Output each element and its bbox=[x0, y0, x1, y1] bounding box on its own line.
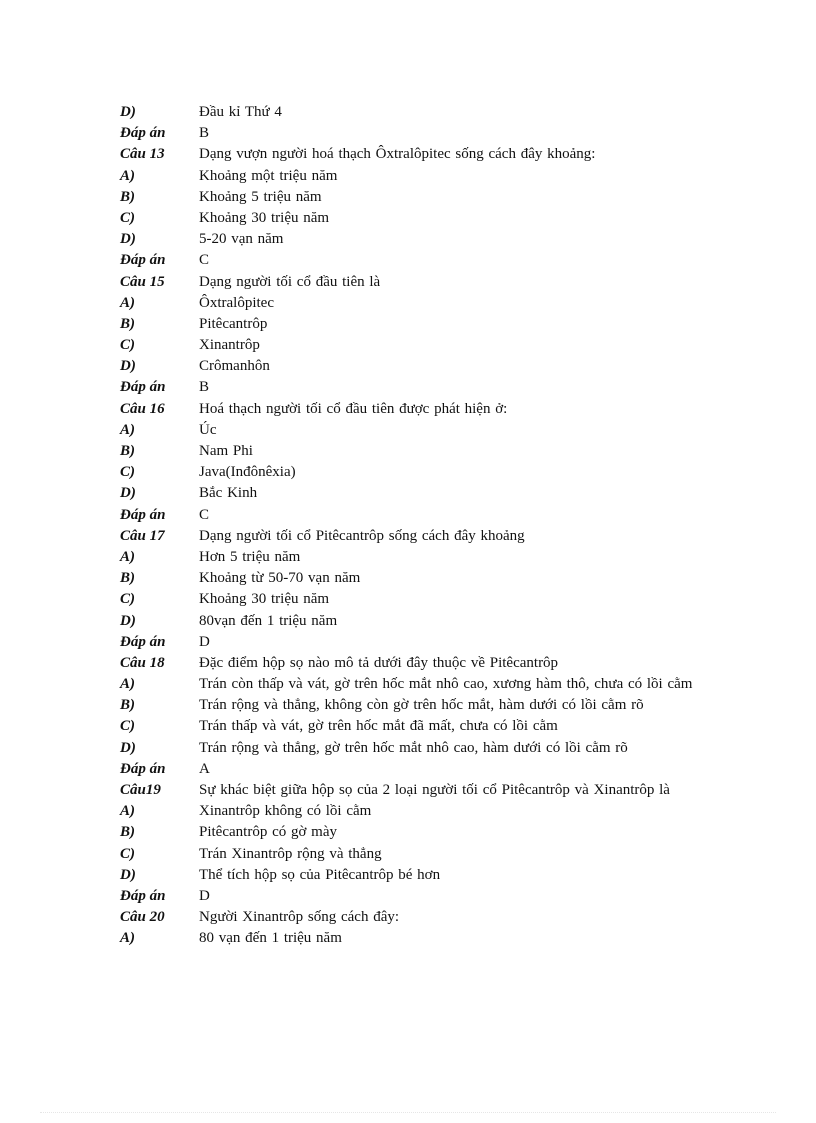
option-line bbox=[120, 483, 700, 504]
answer-text: A bbox=[199, 760, 210, 777]
option-text: Đầu kỉ Thứ 4 bbox=[199, 104, 282, 120]
question-text: Người Xinantrôp sống cách đây: bbox=[199, 909, 400, 926]
option-line bbox=[120, 356, 700, 377]
option-line bbox=[120, 166, 700, 187]
option-label: C) bbox=[120, 718, 135, 735]
question-line bbox=[120, 780, 700, 801]
question-label: Câu 18 bbox=[120, 654, 165, 671]
option-line bbox=[120, 611, 700, 632]
option-label: B) bbox=[120, 570, 135, 587]
option-label: D) bbox=[120, 485, 136, 502]
option-line bbox=[120, 335, 700, 356]
answer-label: Đáp án bbox=[120, 887, 166, 904]
option-label: B) bbox=[120, 315, 135, 332]
answer-text: B bbox=[199, 125, 210, 142]
answer-label: Đáp án bbox=[120, 633, 166, 650]
question-list bbox=[120, 102, 700, 950]
option-text: Trán rộng và thẳng, không còn gờ trên hốc mắt, hàm dưới có lồi cằm rõ bbox=[199, 697, 644, 714]
answer-label: Đáp án bbox=[120, 252, 166, 269]
option-label: A) bbox=[120, 167, 135, 184]
question-text: Đặc điểm hộp sọ nào mô tả dưới đây thuộc về Pitêcantrôp bbox=[199, 654, 559, 671]
option-line bbox=[120, 738, 700, 759]
option-line bbox=[120, 865, 700, 886]
option-text: Khoảng một triệu năm bbox=[199, 167, 338, 184]
option-text: Thể tích hộp sọ của Pitêcantrôp bé hơn bbox=[199, 866, 441, 883]
option-line bbox=[120, 102, 700, 123]
answer-text: D bbox=[199, 887, 210, 904]
option-label: B) bbox=[120, 824, 135, 841]
option-text: Java(Inđônêxia) bbox=[199, 464, 296, 481]
option-line bbox=[120, 208, 700, 229]
option-text: Trán rộng và thẳng, gờ trên hốc mắt nhô cao, hàm dưới có lồi cằm rõ bbox=[199, 739, 628, 756]
option-text: Úc bbox=[199, 421, 217, 438]
answer-label: Đáp án bbox=[120, 125, 166, 142]
option-text: Bắc Kinh bbox=[199, 485, 258, 502]
answer-line bbox=[120, 123, 700, 144]
answer-text: D bbox=[199, 633, 210, 650]
option-label: D) bbox=[120, 612, 136, 629]
answer-text: B bbox=[199, 379, 210, 396]
option-line bbox=[120, 187, 700, 208]
option-label: A) bbox=[120, 421, 135, 438]
question-label: Câu 15 bbox=[120, 273, 165, 290]
question-text: Dạng vượn người hoá thạch Ôxtralôpitec sống cách đây khoảng: bbox=[199, 146, 596, 163]
answer-label: Đáp án bbox=[120, 379, 166, 396]
answer-label: Đáp án bbox=[120, 506, 166, 523]
option-label: C) bbox=[120, 591, 135, 608]
option-line bbox=[120, 568, 700, 589]
option-line bbox=[120, 716, 700, 737]
option-line bbox=[120, 844, 700, 865]
option-line bbox=[120, 420, 700, 441]
question-line bbox=[120, 272, 700, 293]
option-text: Ôxtralôpitec bbox=[199, 294, 274, 311]
answer-line bbox=[120, 886, 700, 907]
question-line bbox=[120, 907, 700, 928]
option-label: C) bbox=[120, 845, 135, 862]
page-bottom-border bbox=[40, 1112, 776, 1113]
option-text: Xinantrôp bbox=[199, 337, 260, 354]
option-label: B) bbox=[120, 188, 135, 205]
option-label: C) bbox=[120, 464, 135, 481]
option-line bbox=[120, 229, 700, 250]
option-line bbox=[120, 293, 700, 314]
option-text: Crômanhôn bbox=[199, 358, 270, 375]
option-text: Hơn 5 triệu năm bbox=[199, 548, 301, 565]
option-label: D) bbox=[120, 866, 136, 883]
option-text: Pitêcantrôp có gờ mày bbox=[199, 824, 337, 841]
question-line bbox=[120, 653, 700, 674]
question-text: Dạng người tối cổ Pitêcantrôp sống cách đây khoảng bbox=[199, 527, 525, 544]
question-label: Câu 20 bbox=[120, 909, 165, 926]
option-text: Khoảng từ 50-70 vạn năm bbox=[199, 570, 361, 587]
option-label: D) bbox=[120, 739, 136, 756]
option-line bbox=[120, 441, 700, 462]
answer-line bbox=[120, 632, 700, 653]
answer-line bbox=[120, 377, 700, 398]
option-label: B) bbox=[120, 697, 135, 714]
option-label: A) bbox=[120, 548, 135, 565]
option-text: Xinantrôp không có lồi cằm bbox=[199, 803, 372, 820]
option-text: Khoảng 30 triệu năm bbox=[199, 591, 330, 608]
option-text: Khoảng 5 triệu năm bbox=[199, 188, 322, 205]
option-label: C) bbox=[120, 337, 135, 354]
option-label: A) bbox=[120, 803, 135, 820]
option-line bbox=[120, 547, 700, 568]
answer-text: C bbox=[199, 506, 210, 523]
option-label: A) bbox=[120, 930, 135, 947]
option-text: 5-20 vạn năm bbox=[199, 231, 284, 248]
question-line bbox=[120, 399, 700, 420]
option-line bbox=[120, 801, 700, 822]
answer-label: Đáp án bbox=[120, 760, 166, 777]
option-text: 80vạn đến 1 triệu năm bbox=[199, 612, 338, 629]
option-line bbox=[120, 695, 700, 716]
question-line bbox=[120, 144, 700, 165]
option-label: D) bbox=[120, 358, 136, 375]
question-text: Hoá thạch người tối cổ đầu tiên được phát hiện ở: bbox=[199, 400, 508, 417]
option-text: Pitêcantrôp bbox=[199, 315, 268, 332]
option-text: Trán Xinantrôp rộng và thẳng bbox=[199, 845, 382, 862]
question-text: Sự khác biệt giữa hộp sọ của 2 loại người tối cổ Pitêcantrôp và Xinantrôp là bbox=[199, 782, 670, 799]
answer-line bbox=[120, 759, 700, 780]
option-label: A) bbox=[120, 676, 135, 693]
option-text: 80 vạn đến 1 triệu năm bbox=[199, 930, 342, 947]
option-line bbox=[120, 822, 700, 843]
option-line bbox=[120, 674, 700, 695]
option-label: D) bbox=[120, 104, 136, 120]
answer-line bbox=[120, 250, 700, 271]
option-text: Khoảng 30 triệu năm bbox=[199, 209, 330, 226]
option-label: C) bbox=[120, 209, 135, 226]
option-line bbox=[120, 314, 700, 335]
question-text: Dạng người tối cổ đầu tiên là bbox=[199, 273, 381, 290]
option-line bbox=[120, 928, 700, 949]
question-label: Câu 17 bbox=[120, 527, 165, 544]
option-text: Trán còn thấp và vát, gờ trên hốc mắt nhô cao, xương hàm thô, chưa có lồi cằm bbox=[199, 676, 693, 693]
option-label: B) bbox=[120, 443, 135, 459]
question-label: Câu 16 bbox=[120, 400, 165, 417]
option-label: D) bbox=[120, 231, 136, 248]
option-text: Trán thấp và vát, gờ trên hốc mắt đã mất, chưa có lồi cằm bbox=[199, 718, 558, 735]
option-line bbox=[120, 589, 700, 610]
answer-line bbox=[120, 505, 700, 526]
question-label: Câu 13 bbox=[120, 146, 165, 163]
option-label: A) bbox=[120, 294, 135, 311]
question-label: Câu19 bbox=[120, 782, 161, 799]
option-text: Nam Phi bbox=[199, 443, 253, 459]
question-line bbox=[120, 526, 700, 547]
option-line bbox=[120, 462, 700, 483]
answer-text: C bbox=[199, 252, 210, 269]
